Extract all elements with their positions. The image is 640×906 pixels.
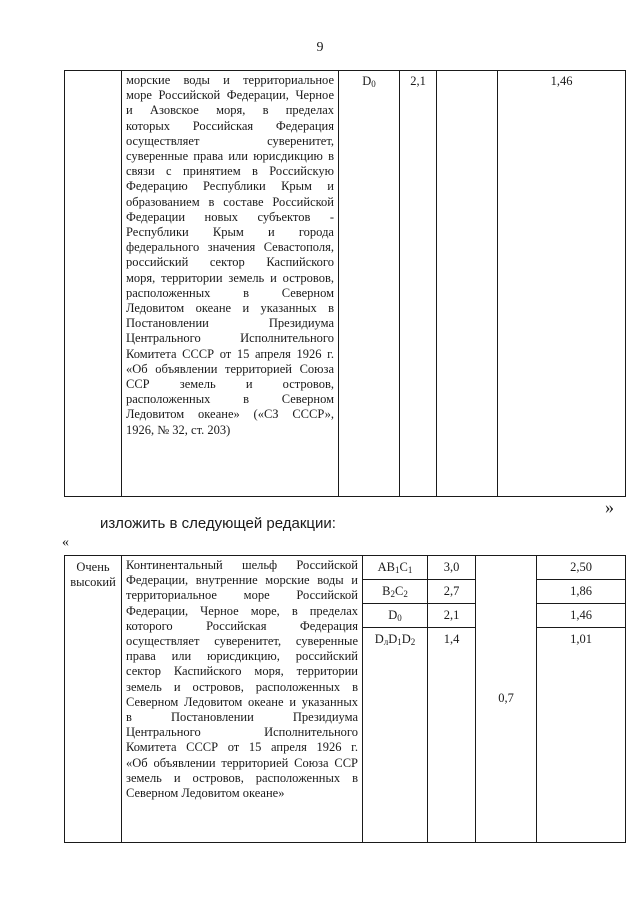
value1-column [428, 556, 476, 843]
value2-cell [437, 71, 498, 497]
description-line: морские воды и территориальное [126, 73, 334, 87]
description-line: 1926, № 32, ст. 203) [126, 422, 231, 437]
description-line: «Об объявлении территорией Союза [126, 361, 334, 376]
description-line: российский сектор Каспийского [126, 255, 334, 270]
description-line: расположенных в Северном [126, 392, 334, 407]
description-line: образованием в составе Российской [126, 194, 334, 209]
description-line: Постановлении Президиума [126, 316, 334, 331]
description-line: «Об объявлении территорией Союза ССР [126, 755, 358, 770]
code-row-4: $D_лD_1D_2$ [374, 632, 416, 647]
description-line: Ледовитом океане и указанных в [126, 301, 334, 316]
description-line: федерального значения Севастополя, [126, 240, 334, 255]
value3-row-2: 1,86 [537, 580, 625, 604]
value1-row-4: 1,4 [443, 632, 460, 646]
description-line: которых Российская Федерация [126, 118, 334, 133]
description-text [122, 556, 362, 801]
description-line: и Азовское моря, в пределах [126, 103, 334, 118]
code-row-3: $D_0$ [363, 604, 427, 628]
value3-row-1: 2,50 [537, 556, 625, 580]
page-number: 9 [316, 40, 324, 55]
description-line: море Российской Федерации, Черное [126, 88, 334, 103]
description-line: Континентальный шельф Российской [126, 558, 358, 572]
merged-value-cell: 0,7 [476, 556, 537, 843]
description-line: которого Российская Федерация [126, 618, 358, 633]
category-label-line2: высокий [70, 575, 116, 589]
description-line: в Постановлении Президиума [126, 710, 358, 725]
code-column [363, 556, 428, 843]
opening-quote: « [62, 535, 69, 550]
description-line: Центрального Исполнительного [126, 331, 334, 346]
description-line: Комитета СССР от 15 апреля 1926 г. [126, 740, 358, 755]
description-line: расположенных в Северном [126, 285, 334, 300]
value3-column [537, 556, 626, 843]
code-row-1: $AB_1C_1$ [363, 556, 427, 580]
description-line: Федерации, Черное море, в пределах [126, 603, 358, 618]
description-line: связи с принятием в Российскую [126, 164, 334, 179]
value1-cell: 2,1 [400, 71, 437, 497]
description-cell [122, 556, 363, 843]
description-line: моря, территории земель и островов, [126, 270, 334, 285]
value1-row-1: 3,0 [428, 556, 475, 580]
value3-row-3: 1,46 [537, 604, 625, 628]
category-cell [65, 556, 122, 843]
description-line: территориальное море Российской [126, 588, 358, 603]
table-new-edition [64, 555, 626, 843]
description-line: осуществляет суверенитет, суверенные [126, 634, 358, 649]
description-line: суверенные права или юрисдикцию в [126, 149, 334, 164]
description-cell [122, 71, 339, 497]
description-line: ССР земель и островов, [126, 377, 334, 392]
description-line: права или юрисдикцию, российский [126, 649, 358, 664]
closing-quote: » [605, 497, 614, 517]
description-line: Федерации, внутренние морские воды и [126, 573, 358, 588]
description-line: Северном Ледовитом океане» [126, 786, 285, 801]
code-row-2: $B_2C_2$ [363, 580, 427, 604]
description-line: Республики Крым и города [126, 225, 334, 240]
code-cell: $D_0$ [339, 71, 400, 497]
description-line: Комитета СССР от 15 апреля 1926 г. [126, 346, 334, 361]
value1-row-2: 2,7 [428, 580, 475, 604]
description-line: Северном Ледовитом океане и указанных [126, 694, 358, 709]
description-line: Центрального Исполнительного [126, 725, 358, 740]
description-line: земель и островов, расположенных в [126, 770, 358, 785]
category-label-line1: Очень [76, 560, 110, 574]
description-line: сектор Каспийского моря, территории [126, 664, 358, 679]
description-line: осуществляет суверенитет, [126, 133, 334, 148]
value3-cell: 1,46 [498, 71, 626, 497]
description-line: Федерации новых субъектов - [126, 209, 334, 224]
description-text [122, 71, 338, 438]
section-heading: изложить в следующей редакции: [100, 515, 336, 532]
table-continuation [64, 70, 626, 497]
description-line: земель и островов, расположенных в [126, 679, 358, 694]
value1-row-3: 2,1 [428, 604, 475, 628]
category-cell [65, 71, 122, 497]
description-line: Ледовитом океане» («СЗ СССР», [126, 407, 334, 422]
description-line: Федерацию Республики Крым и [126, 179, 334, 194]
value3-row-4: 1,01 [570, 632, 592, 646]
